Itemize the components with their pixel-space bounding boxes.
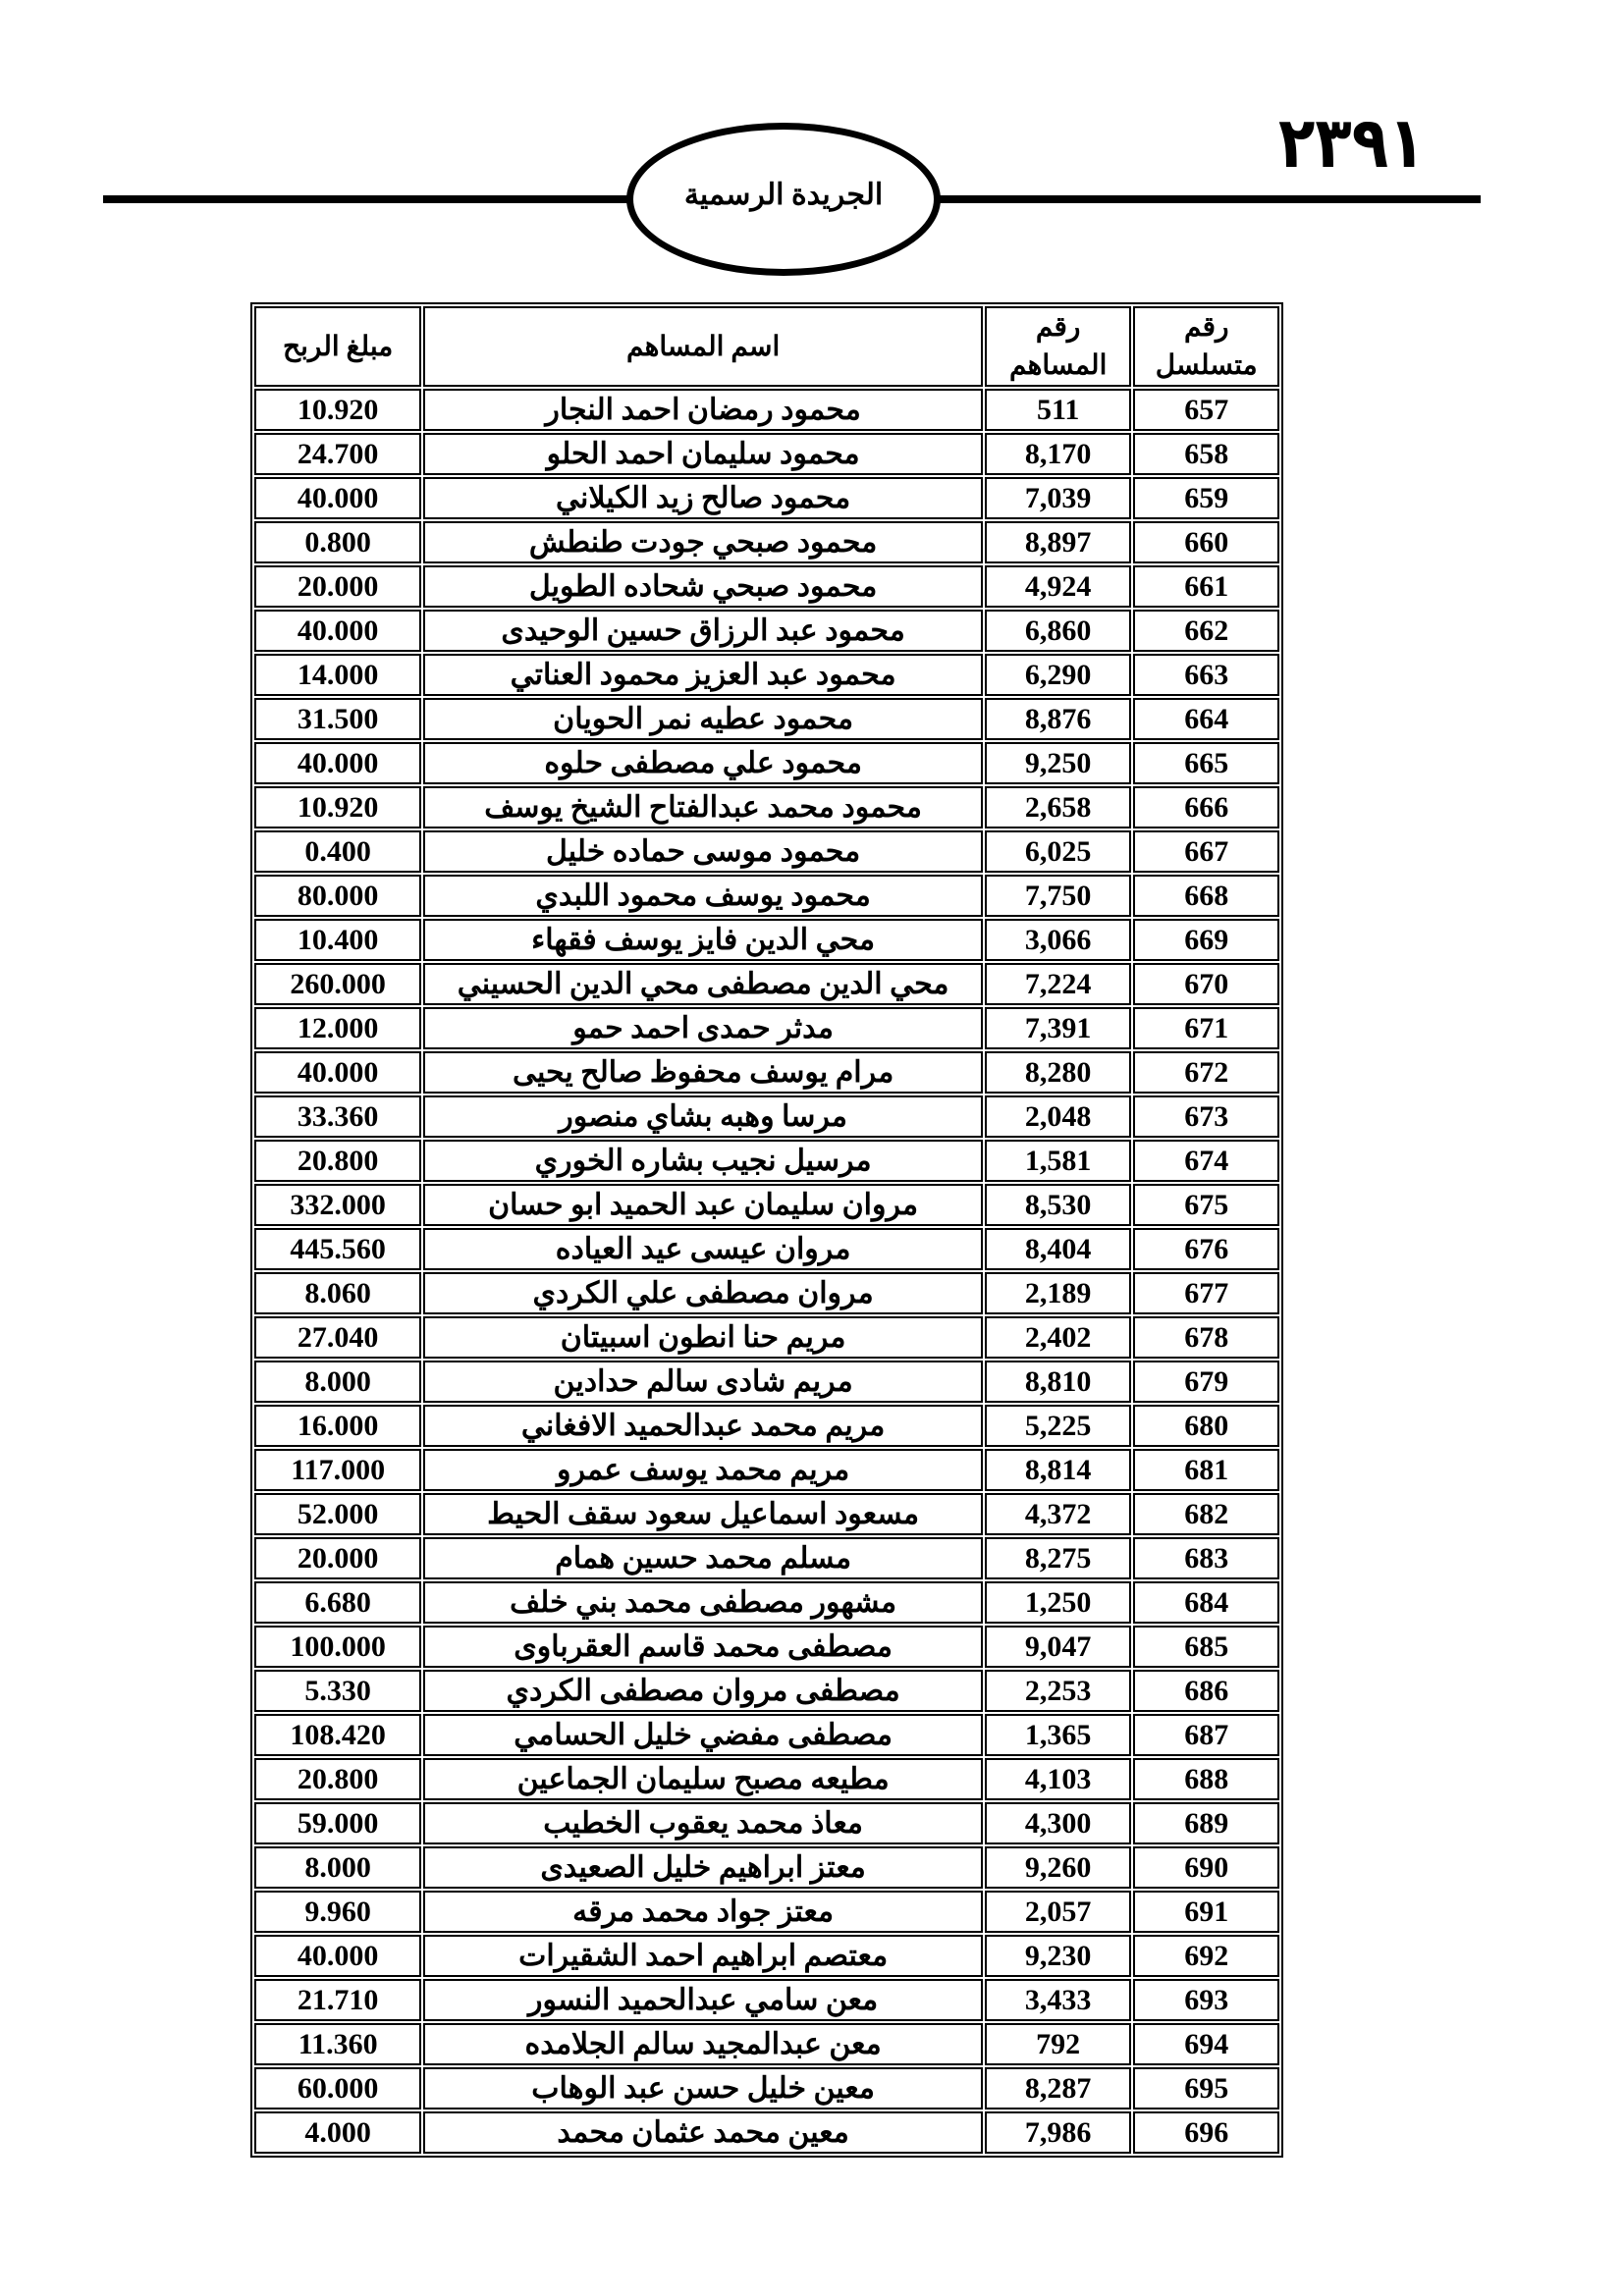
serial-cell: 674: [1133, 1140, 1279, 1182]
shareholder-number-cell: 2,057: [985, 1891, 1132, 1933]
serial-cell: 668: [1133, 875, 1279, 917]
serial-cell: 663: [1133, 654, 1279, 696]
shareholder-name-cell: مروان سليمان عبد الحميد ابو حسان: [423, 1184, 983, 1226]
table-row: [254, 1140, 1279, 1182]
dividend-amount-cell: 60.000: [254, 2067, 421, 2109]
table-row: [254, 2023, 1279, 2065]
dividend-amount-cell: 260.000: [254, 963, 421, 1005]
column-header-shareholder-number: رقم المساهم: [985, 306, 1132, 387]
dividend-amount-cell: 40.000: [254, 610, 421, 652]
table-row: [254, 1493, 1279, 1535]
serial-cell: 687: [1133, 1714, 1279, 1756]
table-row: [254, 1095, 1279, 1138]
shareholder-number-cell: 8,170: [985, 433, 1132, 475]
shareholder-number-cell: 8,810: [985, 1361, 1132, 1403]
dividend-amount-cell: 445.560: [254, 1228, 421, 1270]
shareholder-name-cell: معين خليل حسن عبد الوهاب: [423, 2067, 983, 2109]
shareholder-number-cell: 6,860: [985, 610, 1132, 652]
dividend-amount-cell: 20.000: [254, 1537, 421, 1579]
table-row: [254, 875, 1279, 917]
column-header-dividend-amount: مبلغ الربح: [254, 306, 421, 387]
shareholder-number-cell: 7,391: [985, 1007, 1132, 1049]
shareholder-number-cell: 7,224: [985, 963, 1132, 1005]
dividend-amount-cell: 11.360: [254, 2023, 421, 2065]
serial-cell: 692: [1133, 1935, 1279, 1977]
shareholder-name-cell: مصطفى محمد قاسم العقرباوى: [423, 1626, 983, 1668]
serial-cell: 664: [1133, 698, 1279, 740]
dividend-amount-cell: 24.700: [254, 433, 421, 475]
shareholder-name-cell: مسعود اسماعيل سعود سقف الحيط: [423, 1493, 983, 1535]
shareholder-name-cell: مرسا وهبه بشاي منصور: [423, 1095, 983, 1138]
serial-cell: 694: [1133, 2023, 1279, 2065]
dividend-amount-cell: 12.000: [254, 1007, 421, 1049]
table-row: [254, 1581, 1279, 1624]
dividend-amount-cell: 9.960: [254, 1891, 421, 1933]
dividend-amount-cell: 21.710: [254, 1979, 421, 2021]
shareholder-name-cell: محمود صالح زيد الكيلاني: [423, 477, 983, 519]
table-row: [254, 919, 1279, 961]
dividend-amount-cell: 33.360: [254, 1095, 421, 1138]
serial-cell: 661: [1133, 565, 1279, 608]
dividend-amount-cell: 20.800: [254, 1140, 421, 1182]
shareholder-number-cell: 2,658: [985, 786, 1132, 828]
shareholder-number-cell: 9,047: [985, 1626, 1132, 1668]
shareholder-name-cell: مصطفى مروان مصطفى الكردي: [423, 1670, 983, 1712]
serial-cell: 665: [1133, 742, 1279, 784]
shareholder-name-cell: مروان مصطفى علي الكردي: [423, 1272, 983, 1314]
shareholder-name-cell: معتز جواد محمد مرقه: [423, 1891, 983, 1933]
dividend-amount-cell: 40.000: [254, 742, 421, 784]
shareholder-name-cell: محمود رمضان احمد النجار: [423, 389, 983, 431]
shareholder-name-cell: معتز ابراهيم خليل الصعيدى: [423, 1846, 983, 1889]
shareholder-number-cell: 2,253: [985, 1670, 1132, 1712]
shareholder-number-cell: 1,365: [985, 1714, 1132, 1756]
shareholder-name-cell: مطيعه مصبح سليمان الجماعين: [423, 1758, 983, 1800]
shareholder-name-cell: معن سامي عبدالحميد النسور: [423, 1979, 983, 2021]
shareholder-number-cell: 8,876: [985, 698, 1132, 740]
shareholder-name-cell: محمود عبد العزيز محمود العناتي: [423, 654, 983, 696]
shareholder-name-cell: مروان عيسى عيد العياده: [423, 1228, 983, 1270]
shareholder-number-cell: 2,048: [985, 1095, 1132, 1138]
table-row: [254, 1891, 1279, 1933]
table-row: [254, 1184, 1279, 1226]
shareholder-name-cell: محمود سليمان احمد الحلو: [423, 433, 983, 475]
shareholder-number-cell: 8,287: [985, 2067, 1132, 2109]
shareholder-number-cell: 9,230: [985, 1935, 1132, 1977]
shareholder-name-cell: مصطفى مفضي خليل الحسامي: [423, 1714, 983, 1756]
serial-cell: 673: [1133, 1095, 1279, 1138]
column-header-serial: رقم متسلسل: [1133, 306, 1279, 387]
shareholder-name-cell: مرسيل نجيب بشاره الخوري: [423, 1140, 983, 1182]
shareholder-number-cell: 1,581: [985, 1140, 1132, 1182]
serial-cell: 691: [1133, 1891, 1279, 1933]
serial-cell: 689: [1133, 1802, 1279, 1844]
serial-cell: 677: [1133, 1272, 1279, 1314]
shareholder-name-cell: مريم شادى سالم حدادين: [423, 1361, 983, 1403]
dividend-amount-cell: 332.000: [254, 1184, 421, 1226]
dividend-amount-cell: 40.000: [254, 477, 421, 519]
shareholder-name-cell: محمود علي مصطفى حلوه: [423, 742, 983, 784]
dividend-amount-cell: 16.000: [254, 1405, 421, 1447]
dividend-amount-cell: 5.330: [254, 1670, 421, 1712]
shareholder-number-cell: 8,897: [985, 521, 1132, 563]
shareholder-name-cell: معن عبدالمجيد سالم الجلامده: [423, 2023, 983, 2065]
shareholder-number-cell: 2,189: [985, 1272, 1132, 1314]
shareholder-name-cell: مريم محمد يوسف عمرو: [423, 1449, 983, 1491]
dividend-amount-cell: 14.000: [254, 654, 421, 696]
serial-cell: 683: [1133, 1537, 1279, 1579]
table-row: [254, 1272, 1279, 1314]
dividend-amount-cell: 117.000: [254, 1449, 421, 1491]
serial-cell: 693: [1133, 1979, 1279, 2021]
shareholder-name-cell: محمود عبد الرزاق حسين الوحيدى: [423, 610, 983, 652]
shareholder-number-cell: 5,225: [985, 1405, 1132, 1447]
shareholder-name-cell: محمود صبحي جودت طنطش: [423, 521, 983, 563]
table-row: [254, 1758, 1279, 1800]
shareholder-number-cell: 7,750: [985, 875, 1132, 917]
table-row: [254, 830, 1279, 873]
table-row: [254, 565, 1279, 608]
shareholder-number-cell: 4,372: [985, 1493, 1132, 1535]
dividend-amount-cell: 100.000: [254, 1626, 421, 1668]
serial-cell: 657: [1133, 389, 1279, 431]
table-row: [254, 1537, 1279, 1579]
serial-cell: 682: [1133, 1493, 1279, 1535]
dividend-amount-cell: 10.920: [254, 389, 421, 431]
shareholder-number-cell: 2,402: [985, 1316, 1132, 1359]
table-row: [254, 1405, 1279, 1447]
table-row: [254, 742, 1279, 784]
dividend-amount-cell: 40.000: [254, 1051, 421, 1094]
serial-cell: 684: [1133, 1581, 1279, 1624]
table-row: [254, 1449, 1279, 1491]
dividend-amount-cell: 40.000: [254, 1935, 421, 1977]
serial-cell: 676: [1133, 1228, 1279, 1270]
shareholder-name-cell: معين محمد عثمان محمد: [423, 2111, 983, 2154]
shareholder-name-cell: مريم حنا انطون اسبيتان: [423, 1316, 983, 1359]
serial-cell: 672: [1133, 1051, 1279, 1094]
serial-cell: 686: [1133, 1670, 1279, 1712]
table-row: [254, 1316, 1279, 1359]
serial-cell: 690: [1133, 1846, 1279, 1889]
table-row: [254, 963, 1279, 1005]
serial-cell: 670: [1133, 963, 1279, 1005]
serial-cell: 667: [1133, 830, 1279, 873]
shareholder-name-cell: محمود موسى حماده خليل: [423, 830, 983, 873]
serial-cell: 669: [1133, 919, 1279, 961]
shareholder-name-cell: محمود محمد عبدالفتاح الشيخ يوسف: [423, 786, 983, 828]
shareholder-number-cell: 6,025: [985, 830, 1132, 873]
table-row: [254, 389, 1279, 431]
shareholder-number-cell: 6,290: [985, 654, 1132, 696]
serial-cell: 671: [1133, 1007, 1279, 1049]
dividend-amount-cell: 8.060: [254, 1272, 421, 1314]
table-row: [254, 2111, 1279, 2154]
dividend-amount-cell: 20.800: [254, 1758, 421, 1800]
dividend-amount-cell: 108.420: [254, 1714, 421, 1756]
shareholder-number-cell: 1,250: [985, 1581, 1132, 1624]
table-row: [254, 1935, 1279, 1977]
table-row: [254, 1802, 1279, 1844]
dividend-amount-cell: 10.400: [254, 919, 421, 961]
shareholder-name-cell: محمود عطيه نمر الحويان: [423, 698, 983, 740]
dividend-amount-cell: 4.000: [254, 2111, 421, 2154]
dividend-amount-cell: 0.400: [254, 830, 421, 873]
shareholder-number-cell: 8,280: [985, 1051, 1132, 1094]
serial-cell: 685: [1133, 1626, 1279, 1668]
table-row: [254, 2067, 1279, 2109]
shareholder-number-cell: 4,924: [985, 565, 1132, 608]
table-row: [254, 1670, 1279, 1712]
shareholder-name-cell: مسلم محمد حسين همام: [423, 1537, 983, 1579]
serial-cell: 659: [1133, 477, 1279, 519]
serial-cell: 666: [1133, 786, 1279, 828]
publication-title: الجريدة الرسمية: [683, 178, 884, 211]
table-row: [254, 433, 1279, 475]
table-row: [254, 1228, 1279, 1270]
serial-cell: 662: [1133, 610, 1279, 652]
dividend-amount-cell: 20.000: [254, 565, 421, 608]
shareholder-number-cell: 3,066: [985, 919, 1132, 961]
serial-cell: 681: [1133, 1449, 1279, 1491]
dividend-amount-cell: 6.680: [254, 1581, 421, 1624]
shareholder-number-cell: 8,275: [985, 1537, 1132, 1579]
dividend-amount-cell: 59.000: [254, 1802, 421, 1844]
table-row: [254, 1714, 1279, 1756]
dividend-amount-cell: 8.000: [254, 1361, 421, 1403]
table-row: [254, 1626, 1279, 1668]
shareholder-name-cell: معاذ محمد يعقوب الخطيب: [423, 1802, 983, 1844]
shareholder-name-cell: محي الدين فايز يوسف فقهاء: [423, 919, 983, 961]
publication-title-oval: [626, 123, 941, 276]
shareholder-number-cell: 511: [985, 389, 1132, 431]
shareholder-name-cell: محمود صبحي شحاده الطويل: [423, 565, 983, 608]
table-row: [254, 1979, 1279, 2021]
shareholder-number-cell: 9,260: [985, 1846, 1132, 1889]
dividend-amount-cell: 27.040: [254, 1316, 421, 1359]
column-header-shareholder-name: اسم المساهم: [423, 306, 983, 387]
shareholder-number-cell: 4,103: [985, 1758, 1132, 1800]
shareholder-name-cell: مدثر حمدى احمد حمو: [423, 1007, 983, 1049]
serial-cell: 679: [1133, 1361, 1279, 1403]
dividend-amount-cell: 31.500: [254, 698, 421, 740]
serial-cell: 696: [1133, 2111, 1279, 2154]
shareholder-number-cell: 3,433: [985, 1979, 1132, 2021]
table-row: [254, 521, 1279, 563]
shareholder-number-cell: 7,039: [985, 477, 1132, 519]
shareholder-number-cell: 8,814: [985, 1449, 1132, 1491]
dividend-amount-cell: 8.000: [254, 1846, 421, 1889]
table-header-row: [254, 306, 1279, 387]
page-number: ٢٣٩١: [1278, 101, 1426, 184]
table-row: [254, 1007, 1279, 1049]
shareholder-name-cell: مشهور مصطفى محمد بني خلف: [423, 1581, 983, 1624]
table-row: [254, 1051, 1279, 1094]
serial-cell: 695: [1133, 2067, 1279, 2109]
serial-cell: 660: [1133, 521, 1279, 563]
dividend-amount-cell: 10.920: [254, 786, 421, 828]
shareholder-number-cell: 792: [985, 2023, 1132, 2065]
table-row: [254, 654, 1279, 696]
shareholder-number-cell: 7,986: [985, 2111, 1132, 2154]
dividend-amount-cell: 80.000: [254, 875, 421, 917]
shareholder-number-cell: 8,530: [985, 1184, 1132, 1226]
table-row: [254, 1361, 1279, 1403]
table-row: [254, 786, 1279, 828]
shareholder-number-cell: 8,404: [985, 1228, 1132, 1270]
table-row: [254, 610, 1279, 652]
shareholders-table: [250, 302, 1283, 2158]
table-row: [254, 477, 1279, 519]
table-row: [254, 1846, 1279, 1889]
serial-cell: 658: [1133, 433, 1279, 475]
shareholder-number-cell: 9,250: [985, 742, 1132, 784]
shareholder-name-cell: محمود يوسف محمود اللبدي: [423, 875, 983, 917]
shareholder-number-cell: 4,300: [985, 1802, 1132, 1844]
serial-cell: 688: [1133, 1758, 1279, 1800]
serial-cell: 675: [1133, 1184, 1279, 1226]
shareholder-name-cell: محي الدين مصطفى محي الدين الحسيني: [423, 963, 983, 1005]
shareholder-name-cell: معتصم ابراهيم احمد الشقيرات: [423, 1935, 983, 1977]
shareholder-name-cell: مرام يوسف محفوظ صالح يحيى: [423, 1051, 983, 1094]
table-row: [254, 698, 1279, 740]
shareholder-name-cell: مريم محمد عبدالحميد الافغاني: [423, 1405, 983, 1447]
dividend-amount-cell: 52.000: [254, 1493, 421, 1535]
dividend-amount-cell: 0.800: [254, 521, 421, 563]
serial-cell: 680: [1133, 1405, 1279, 1447]
serial-cell: 678: [1133, 1316, 1279, 1359]
